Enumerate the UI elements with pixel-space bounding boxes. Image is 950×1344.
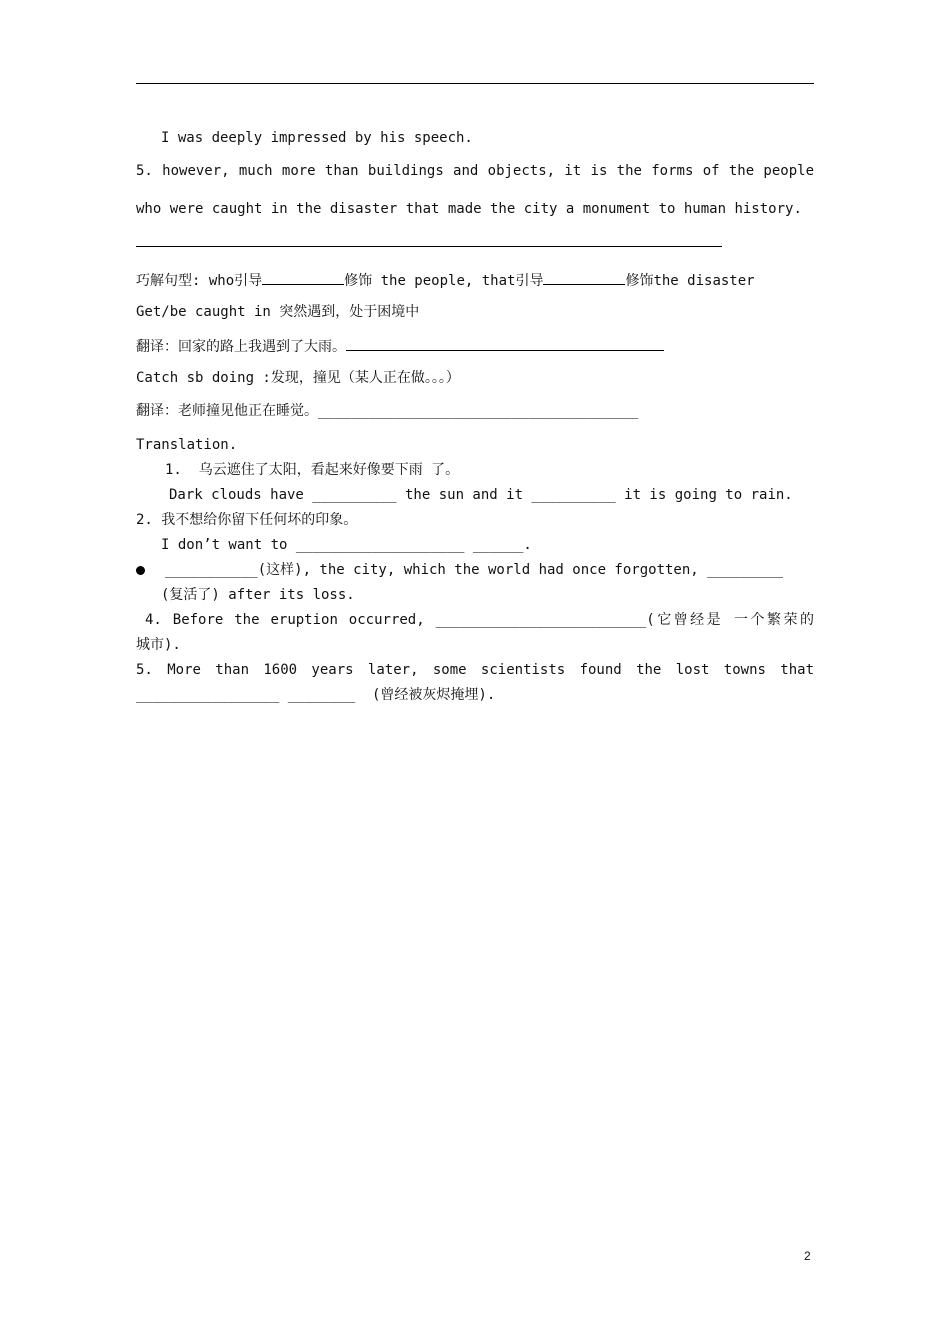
hint-part-2: 修饰 the people, that引导 [344,273,544,289]
example-sentence: I was deeply impressed by his speech. [161,130,473,146]
hint-part-3: 修饰the disaster [625,273,755,289]
hint-part-1: 巧解句型: who引导 [136,273,263,289]
blank-that-clause[interactable] [543,270,625,285]
phrase-catch-sb-doing: Catch sb doing :发现，撞见（某人正在做。。。） [136,370,460,386]
translate-rain-prompt: 翻译：回家的路上我遇到了大雨。 [136,339,346,355]
sentence-5-line-1: 5. however, much more than buildings and objects, it is the forms of the people [136,163,814,179]
translation-item-3-text: ___________(这样), the city, which the world had once forgotten, _________ [165,562,784,578]
translate-rain [136,336,664,356]
translation-item-2-en: I don’t want to ____________________ ______. [161,537,532,553]
sentence-pattern-hint [136,270,755,290]
answer-line-sentence-5[interactable] [136,246,722,247]
translation-heading: Translation. [136,437,238,453]
translation-item-4: 4. Before the eruption occurred, _________________________(它曾经是 一个繁荣的 [145,612,814,628]
translation-item-4-cont: 城市). [136,637,181,653]
translation-item-1-en: Dark clouds have __________ the sun and it __________ it is going to rain. [169,487,793,503]
translation-item-3-cont: (复活了) after its loss. [161,587,355,603]
translation-item-5: 5. More than 1600 years later, some scientists found the lost towns that [136,662,814,678]
page-number: 2 [804,1249,811,1263]
blank-translate-rain[interactable] [346,336,664,351]
header-rule [136,83,814,84]
blank-who-clause[interactable] [262,270,344,285]
sentence-5-line-2: who were caught in the disaster that made the city a monument to human history. [136,201,802,217]
translate-teacher: 翻译：老师撞见他正在睡觉。______________________________________ [136,403,639,419]
bullet-icon [136,566,145,575]
phrase-get-caught: Get/be caught in 突然遇到，处于困境中 [136,304,420,320]
translation-item-1-cn: 1. 乌云遮住了太阳，看起来好像要下雨 了。 [165,462,460,478]
translation-item-5-cont: _________________ ________ (曾经被灰烬掩埋). [136,687,496,703]
translation-item-3 [136,561,783,579]
translation-item-2-cn: 2. 我不想给你留下任何坏的印象。 [136,512,358,528]
